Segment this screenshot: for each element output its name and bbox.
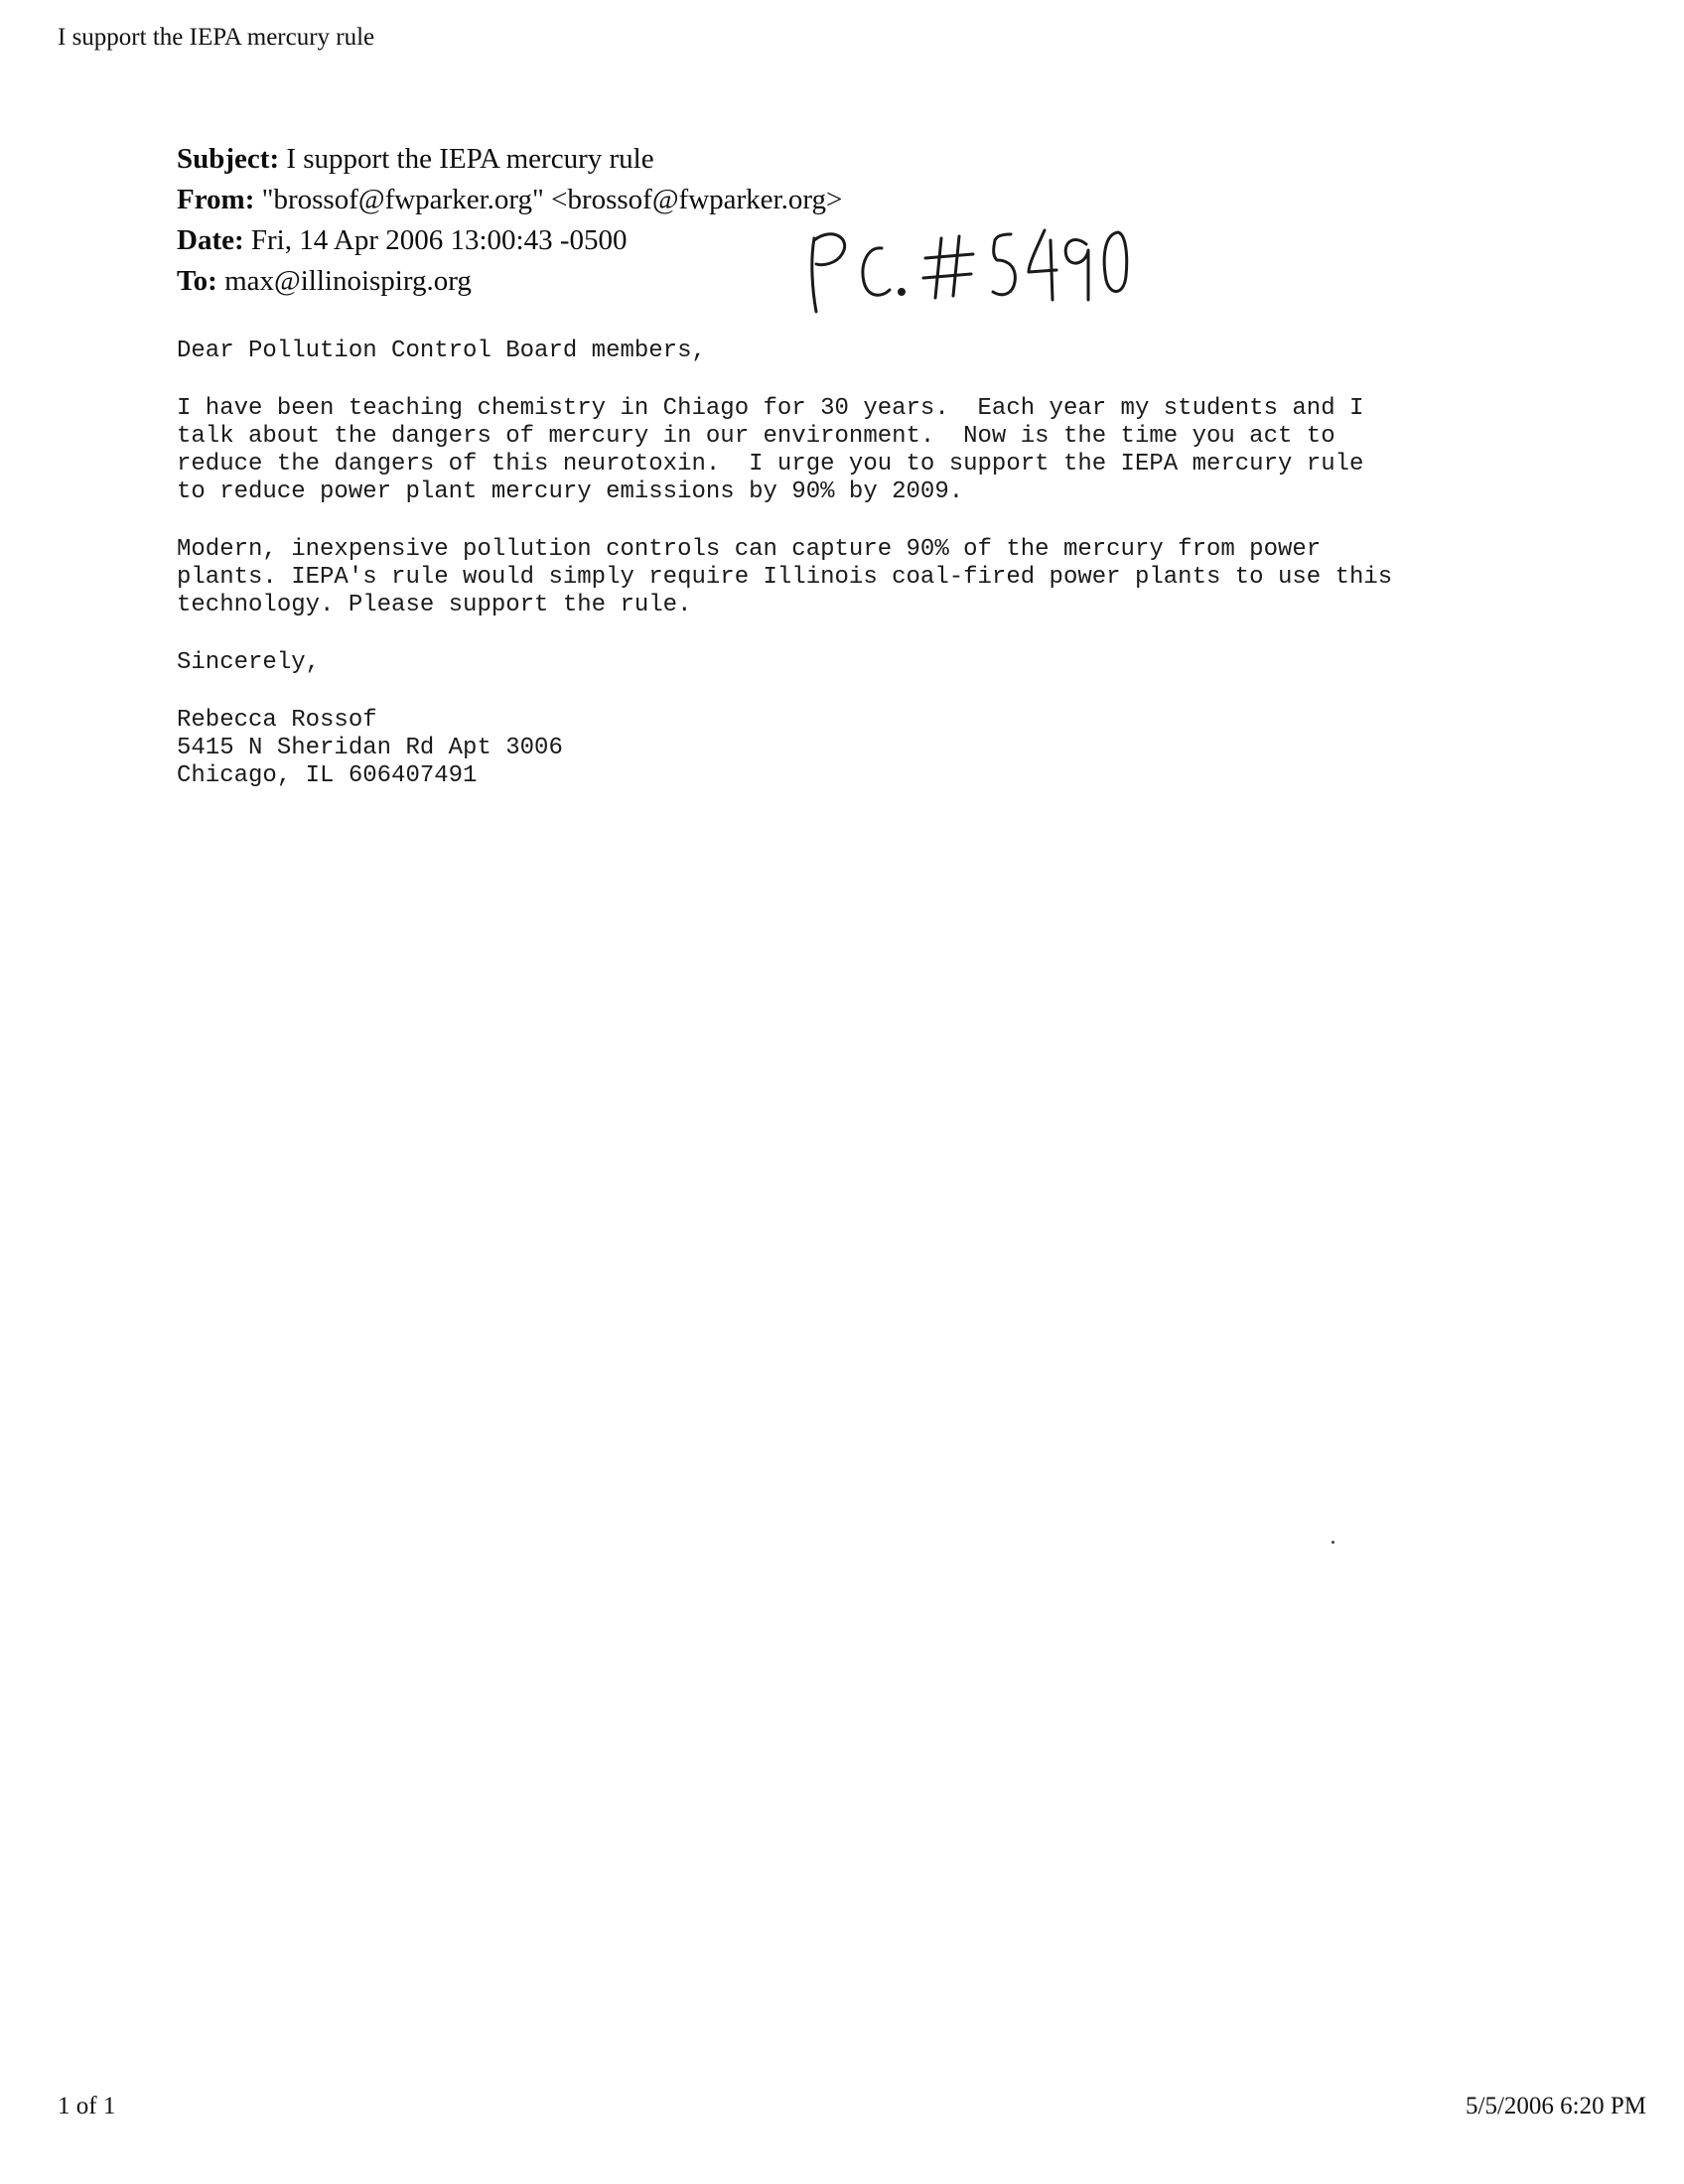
email-headers [177, 139, 842, 302]
address-line-2: Chicago, IL 606407491 [177, 762, 478, 789]
to-row [177, 261, 842, 302]
address-line-1: 5415 N Sheridan Rd Apt 3006 [177, 735, 563, 761]
date-value: Fri, 14 Apr 2006 13:00:43 -0500 [250, 224, 628, 256]
body-paragraph-2: Modern, inexpensive pollution controls can capture 90% of the mercury from power plants. IEPA's rule would simply require Illinois coal-fired power plants to use this technology. Please support the rule. [177, 536, 1393, 618]
from-row [177, 180, 842, 220]
email-body [177, 338, 1587, 790]
scan-speck [1332, 1541, 1334, 1544]
signature-name: Rebecca Rossof [177, 707, 377, 734]
salutation: Dear Pollution Control Board members, [177, 338, 706, 364]
from-label: From: [177, 184, 255, 215]
print-datetime: 5/5/2006 6:20 PM [1466, 2093, 1646, 2119]
body-paragraph-1: I have been teaching chemistry in Chiago for 30 years. Each year my students and I talk about the dangers of mercury in our environment. Now is the time you act to reduce the dangers of this neurotoxin. I urge you to support the IEPA mercury rule to reduce power plant mercury emissions by 90% by 2009. [177, 395, 1364, 505]
to-label: To: [177, 265, 217, 297]
subject-row [177, 139, 842, 180]
subject-label: Subject: [177, 143, 280, 175]
page-number: 1 of 1 [58, 2093, 116, 2119]
date-label: Date: [177, 224, 244, 256]
from-value: "brossof@fwparker.org" <brossof@fwparker.org> [261, 184, 843, 215]
date-row [177, 220, 842, 261]
page-header-title: I support the IEPA mercury rule [58, 24, 375, 51]
closing: Sincerely, [177, 649, 321, 676]
handwritten-stamp [802, 220, 1130, 320]
subject-value: I support the IEPA mercury rule [286, 143, 654, 175]
to-value: max@illinoispirg.org [224, 265, 472, 297]
